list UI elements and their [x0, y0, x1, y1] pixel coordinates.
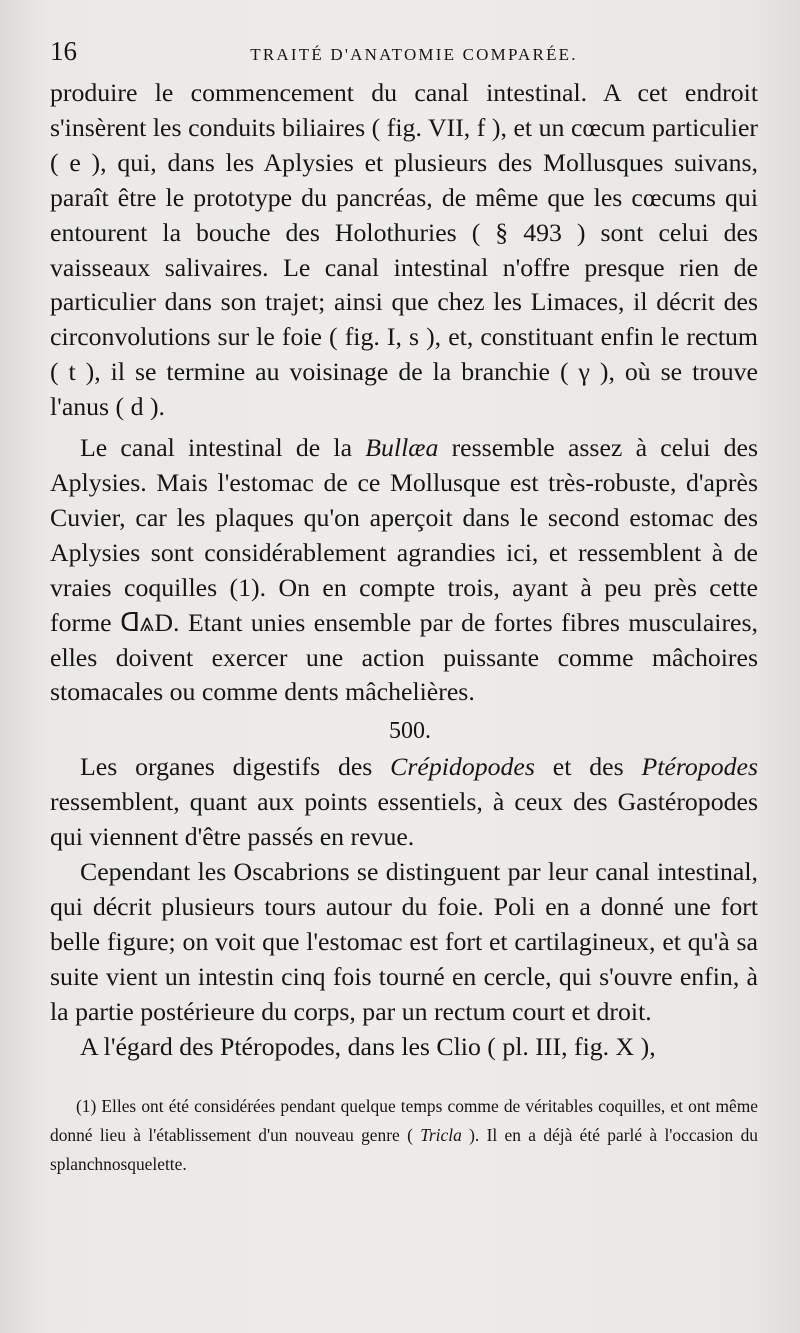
page-number: 16 — [50, 36, 77, 66]
footnotes — [50, 1092, 758, 1179]
paragraph-intestinal-canal: produire le commencement du canal intestinal. A cet endroit s'insèrent les conduits biliaires ( fig. VII, f ), et un cœcum particulier ( e ), qui, dans les Aplysies et plusieurs des Mollusques suivans, paraît être le prototype du pancréas, de même que les cœcums qui entourent la bouche des Holothuries ( § 493 ) sont celui des vaisseaux salivaires. Le canal intestinal n'offre presque rien de particulier dans son trajet; ainsi que chez les Limaces, il décrit des circonvolutions sur le foie ( fig. I, s ), et, constituant enfin le rectum ( t ), il se termine au voisinage de la branchie ( γ ), où se trouve l'anus ( d ). — [50, 78, 758, 422]
footnote-text-end: ). Il en a déjà été parlé à l'occasion du splanchnosquelette. — [50, 1125, 758, 1175]
paragraph-bullaea-text-end: ressemble assez à celui des Aplysies. Mais l'estomac de ce Mollusque est très-robuste, d'après Cuvier, car les plaques qu'on aperçoit dans le second estomac des Aplysies sont considérablement agrandies ici, et ressemblent à de vraies coquilles (1). On en compte trois, ayant à peu près cette forme ᗡ⩓D. Etant unies ensemble par de fortes fibres musculaires, elles doivent exercer une action puissante comme mâchoires stomacales ou comme dents mâchelières. — [50, 433, 758, 707]
paragraph-pteropodes: A l'égard des Ptéropodes, dans les Clio ( pl. III, fig. X ), — [80, 1031, 656, 1061]
paragraph-bullaea-text-start: Le canal intestinal de la — [80, 433, 366, 463]
genus-tricla: Tricla — [420, 1125, 462, 1146]
paragraph-digestive-text-start: Les organes digestifs des — [80, 752, 391, 782]
section-number: 500. — [389, 718, 431, 745]
genus-bullaea: Bullæa — [365, 433, 439, 463]
running-head — [50, 36, 758, 76]
footnote-text-start: (1) Elles ont été considérées pendant quelque temps comme de véritables coquilles, et ont même donné lieu à l'établissement d'un nouveau genre ( — [50, 1096, 758, 1146]
paragraph-bullaea — [50, 431, 758, 710]
main-text — [50, 76, 758, 1064]
running-title: TRAITÉ D'ANATOMIE COMPARÉE. — [250, 45, 578, 64]
group-crepidopodes: Crépidopodes — [390, 752, 535, 782]
paragraph-oscabrions: Cependant les Oscabrions se distinguent par leur canal intestinal, qui décrit plusieurs tours autour du foie. Poli en a donné une fort belle figure; on voit que l'estomac est fort et cartilagineux, et qu'à sa suite vient un intestin cinq fois tourné en cercle, qui s'ouvre enfin, à la partie postérieure du corps, par un rectum court et droit. — [50, 857, 758, 1026]
group-pteropodes: Ptéropodes — [641, 752, 758, 782]
paragraph-digestive-text-end: ressemblent, quant aux points essentiels, à ceux des Gastéropodes qui viennent d'être passés en revue. — [50, 787, 758, 852]
footnote-1 — [50, 1092, 758, 1179]
paragraph-digestive-organs — [50, 750, 758, 855]
paragraph-digestive-text-middle: et des — [534, 752, 642, 782]
